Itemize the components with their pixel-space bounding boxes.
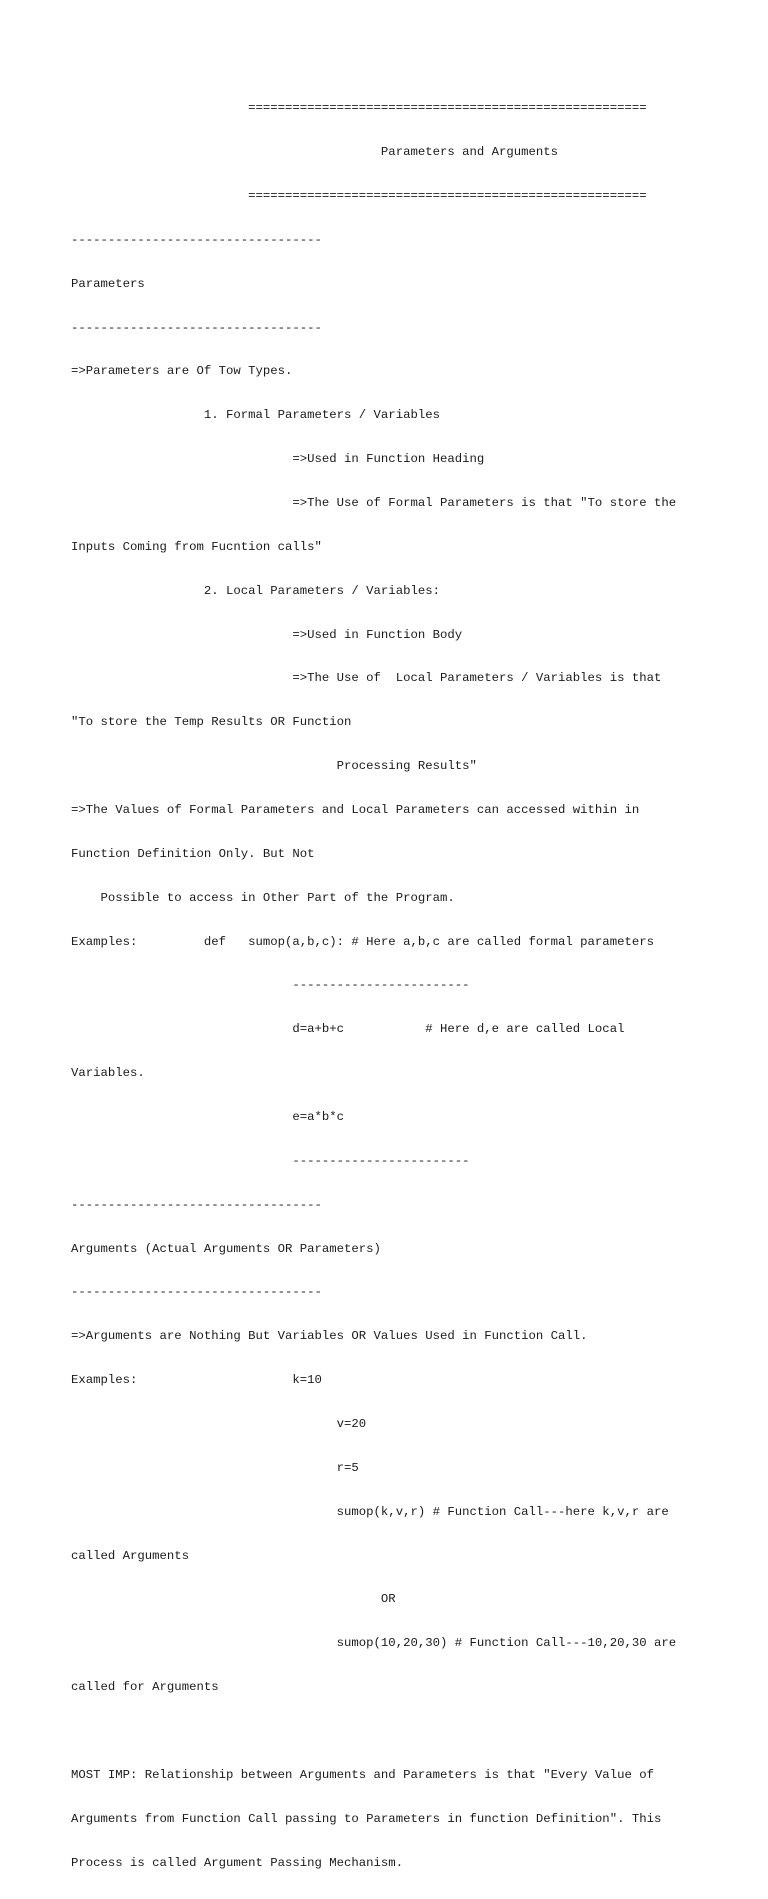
section-rule: ----------------------------------: [71, 1197, 322, 1212]
code-rule: ------------------------: [71, 978, 470, 993]
text-line: Variables.: [71, 1066, 145, 1081]
document-title: Parameters and Arguments: [71, 145, 559, 160]
text-line: called Arguments: [71, 1548, 190, 1563]
section-rule: ----------------------------------: [71, 1285, 322, 1300]
text-line: Possible to access in Other Part of the Program.: [71, 890, 455, 905]
blank-line: [71, 1724, 751, 1739]
text-line: =>Parameters are Of Tow Types.: [71, 364, 293, 379]
summary-line: MOST IMP: Relationship between Arguments and Parameters is that "Every Value of: [71, 1767, 654, 1782]
text-line: OR: [71, 1592, 396, 1607]
text-line: =>The Values of Formal Parameters and Local Parameters can accessed within in: [71, 803, 640, 817]
code-line: Examples: def sumop(a,b,c): # Here a,b,c are called formal parameters: [71, 934, 654, 949]
code-line: d=a+b+c # Here d,e are called Local: [71, 1022, 625, 1037]
code-line: e=a*b*c: [71, 1110, 345, 1125]
code-line: Examples: k=10: [71, 1373, 322, 1388]
summary-line: Arguments from Function Call passing to Parameters in function Definition". This: [71, 1811, 662, 1826]
code-line: r=5: [71, 1460, 359, 1475]
text-line: Function Definition Only. But Not: [71, 846, 315, 861]
text-line: "To store the Temp Results OR Function: [71, 715, 352, 730]
list-item-formal: 1. Formal Parameters / Variables: [71, 408, 440, 423]
section-heading-parameters: Parameters: [71, 276, 145, 291]
section-heading-arguments: Arguments (Actual Arguments OR Parameters): [71, 1241, 381, 1256]
code-rule: ------------------------: [71, 1153, 470, 1168]
section-rule: ----------------------------------: [71, 320, 322, 335]
text-line: =>Used in Function Heading: [71, 452, 485, 467]
header-rule-bottom: ======================================================: [71, 188, 647, 203]
text-line: Inputs Coming from Fucntion calls": [71, 539, 322, 554]
summary-line: Process is called Argument Passing Mechanism.: [71, 1855, 404, 1870]
text-line: =>Used in Function Body: [71, 627, 463, 642]
header-rule-top: ======================================================: [71, 101, 647, 116]
document-text: [71, 72, 751, 1899]
code-line: sumop(10,20,30) # Function Call---10,20,30 are: [71, 1636, 677, 1651]
text-line: called for Arguments: [71, 1680, 219, 1695]
list-item-local: 2. Local Parameters / Variables:: [71, 583, 440, 598]
code-line: sumop(k,v,r) # Function Call---here k,v,r are: [71, 1504, 669, 1519]
section-rule: ----------------------------------: [71, 232, 322, 247]
text-line: =>Arguments are Nothing But Variables OR Values Used in Function Call.: [71, 1329, 588, 1344]
text-line: =>The Use of Local Parameters / Variables is that: [71, 671, 662, 686]
code-line: v=20: [71, 1417, 367, 1432]
text-line: Processing Results": [71, 759, 477, 774]
text-line: =>The Use of Formal Parameters is that "To store the: [71, 495, 677, 510]
